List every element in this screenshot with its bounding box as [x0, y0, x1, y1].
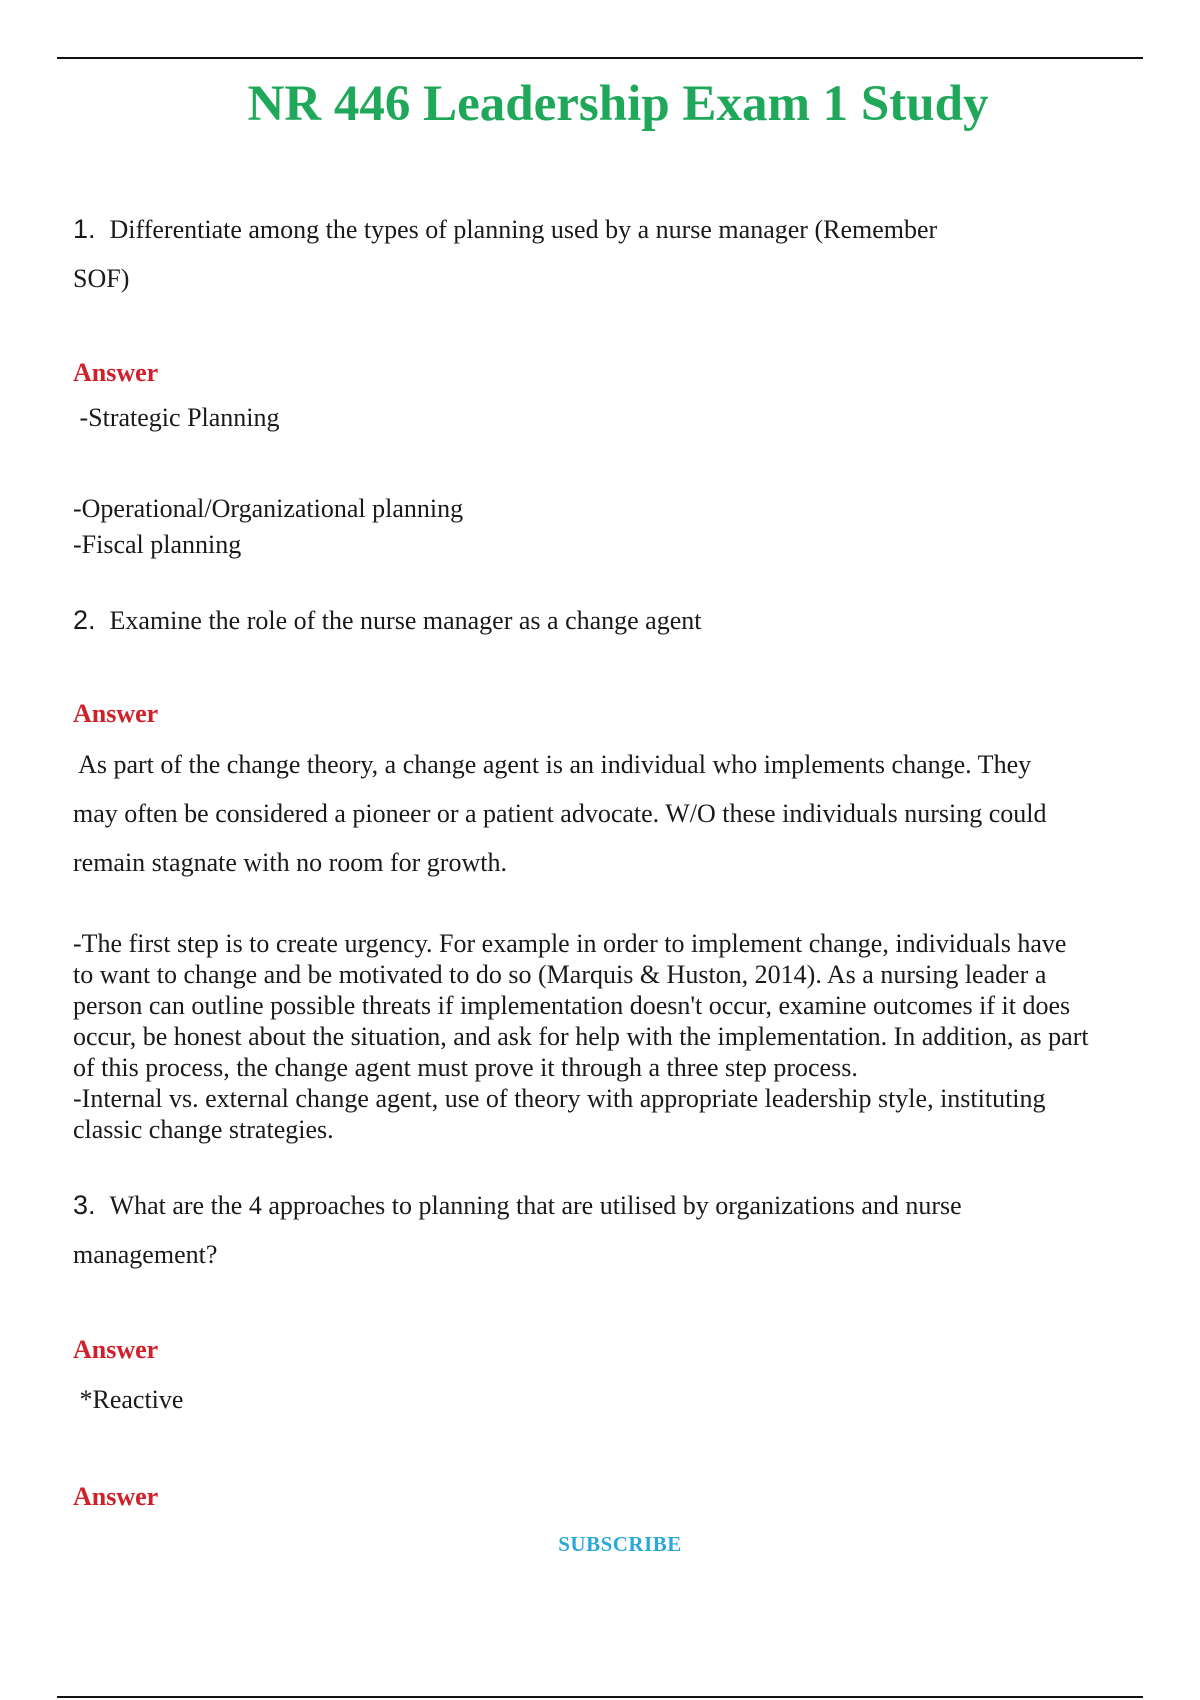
- answer-label: Answer: [73, 699, 159, 728]
- subscribe-link[interactable]: SUBSCRIBE: [558, 1532, 682, 1556]
- question-text: Differentiate among the types of planning used by a nurse manager (Remember: [109, 215, 938, 244]
- answer-line: of this process, the change agent must prove it through a three step process.: [73, 1053, 858, 1082]
- answer-line: to want to change and be motivated to do so (Marquis & Huston, 2014). As a nursing leader a: [73, 960, 1047, 989]
- answer-line: -Operational/Organizational planning: [73, 494, 464, 523]
- answer-line: occur, be honest about the situation, and ask for help with the implementation. In addition, as part: [73, 1022, 1089, 1051]
- question-number: 1.: [73, 214, 96, 244]
- answer-line: -Fiscal planning: [73, 530, 242, 559]
- answer-line: person can outline possible threats if implementation doesn't occur, examine outcomes if it does: [73, 991, 1071, 1020]
- question-number: 3.: [73, 1190, 96, 1220]
- page-title: NR 446 Leadership Exam 1 Study: [247, 76, 989, 132]
- top-rule: [57, 57, 1143, 59]
- answer-1: [73, 400, 1153, 436]
- question-text: What are the 4 approaches to planning that are utilised by organizations and nurse: [109, 1191, 962, 1220]
- question-text: Examine the role of the nurse manager as a change agent: [109, 606, 702, 635]
- answer-line: -Strategic Planning: [73, 403, 280, 432]
- question-3: [73, 1181, 1153, 1279]
- answer-line: As part of the change theory, a change agent is an individual who implements change. They: [73, 750, 1032, 779]
- answer-line: -The first step is to create urgency. For example in order to implement change, individuals have: [73, 929, 1067, 958]
- bottom-rule: [57, 1696, 1143, 1698]
- question-number: 2.: [73, 605, 96, 635]
- answer-1-list: [73, 491, 1153, 563]
- question-2: [73, 596, 1153, 645]
- question-text-continued: management?: [73, 1240, 218, 1269]
- answer-line: classic change strategies.: [73, 1115, 334, 1144]
- answer-label: Answer: [73, 1482, 159, 1511]
- answer-label: Answer: [73, 1335, 159, 1364]
- answer-2-paragraph-2: [73, 928, 1163, 1145]
- answer-line: *Reactive: [73, 1385, 184, 1414]
- answer-3: [73, 1382, 1153, 1418]
- answer-2-paragraph-1: [73, 740, 1163, 887]
- answer-line: -Internal vs. external change agent, use of theory with appropriate leadership style, instituting: [73, 1084, 1046, 1113]
- answer-line: may often be considered a pioneer or a patient advocate. W/O these individuals nursing could: [73, 799, 1047, 828]
- question-text-continued: SOF): [73, 264, 130, 293]
- answer-line: remain stagnate with no room for growth.: [73, 848, 507, 877]
- question-1: [73, 205, 1153, 303]
- answer-label: Answer: [73, 358, 159, 387]
